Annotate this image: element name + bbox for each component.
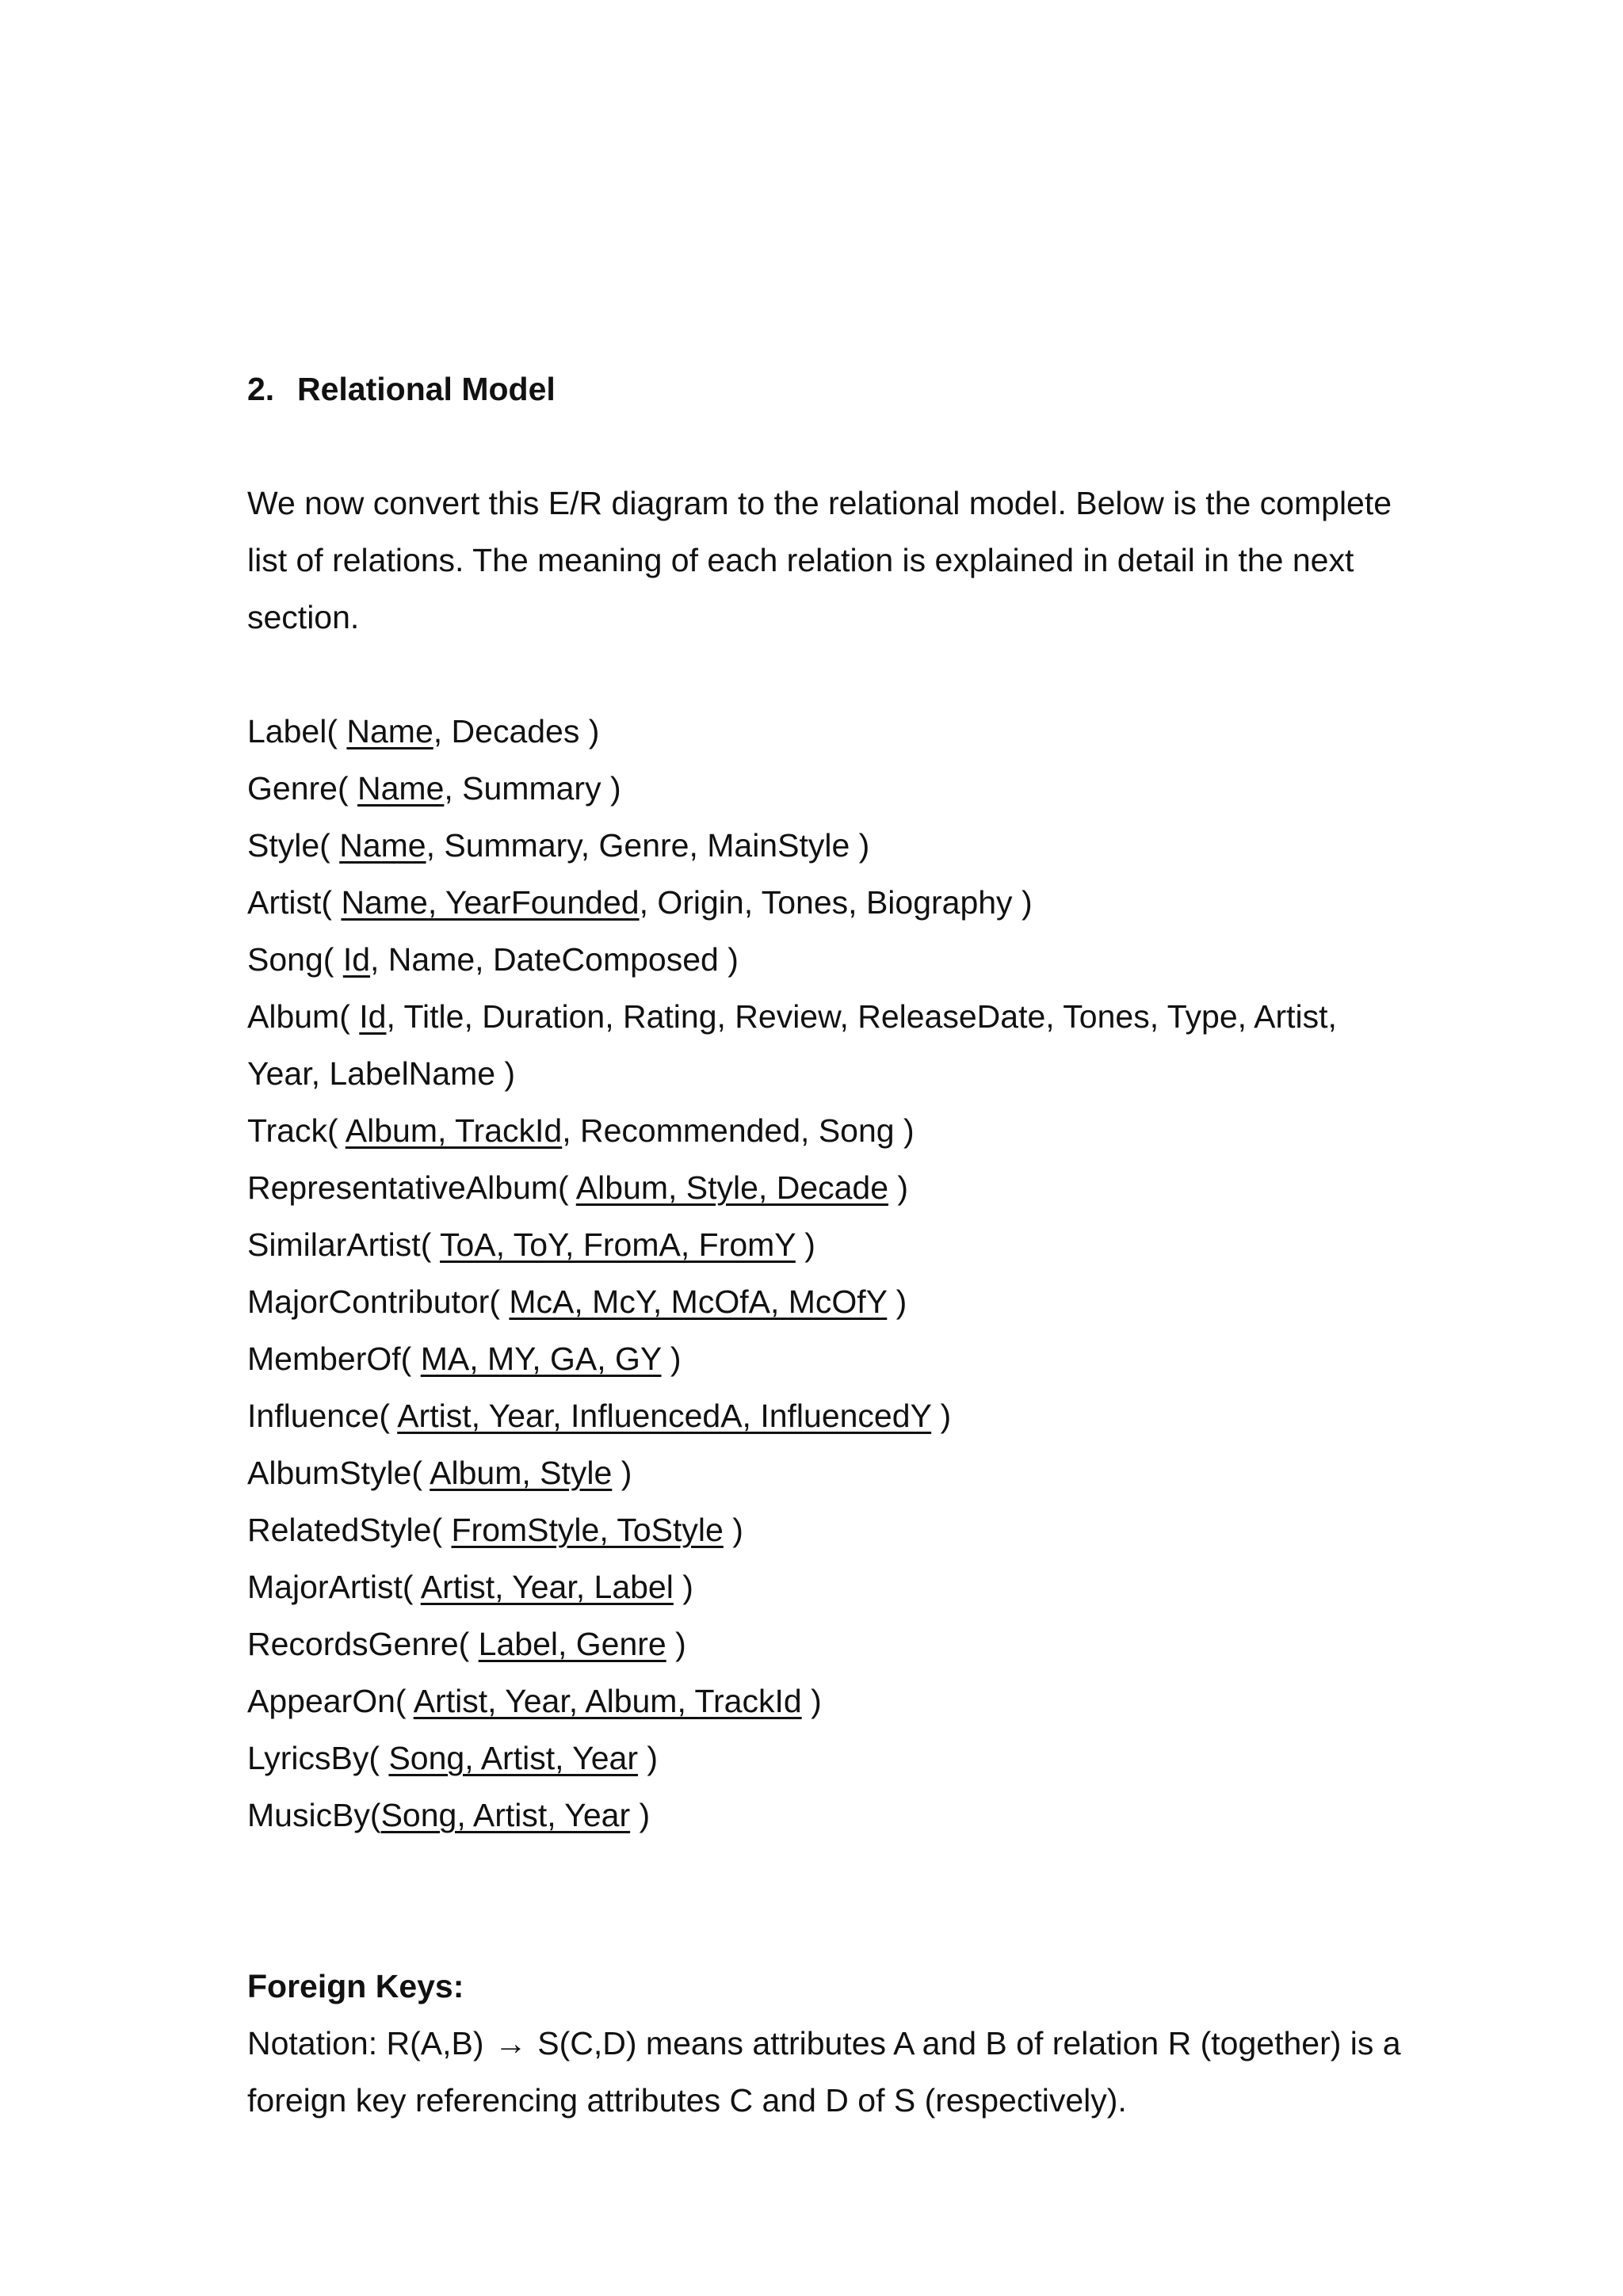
relation-representativealbum bbox=[247, 1159, 1452, 1216]
right-arrow-icon: → bbox=[494, 2025, 527, 2061]
relation-attributes: , Decades ) bbox=[433, 713, 600, 749]
open-paren: ( bbox=[369, 1740, 389, 1776]
open-paren: ( bbox=[339, 998, 360, 1035]
relation-label bbox=[247, 703, 1452, 760]
primary-key: Artist, Year, Album, TrackId bbox=[413, 1683, 802, 1719]
relation-name: RecordsGenre bbox=[247, 1626, 459, 1662]
relation-name: RepresentativeAlbum bbox=[247, 1169, 558, 1206]
relation-name: Song bbox=[247, 941, 323, 978]
primary-key: Label, Genre bbox=[478, 1626, 666, 1662]
relation-name: Album bbox=[247, 998, 340, 1035]
relation-relatedstyle bbox=[247, 1501, 1452, 1558]
notation-text: S(C,D) means attributes A and B of relation R (together) is a bbox=[528, 2025, 1401, 2061]
relation-name: Genre bbox=[247, 770, 338, 807]
open-paren: ( bbox=[323, 941, 343, 978]
relation-attributes: Year, LabelName ) bbox=[247, 1055, 516, 1092]
open-paren: ( bbox=[369, 1797, 381, 1833]
relation-attributes: , Summary, Genre, MainStyle ) bbox=[426, 827, 870, 864]
primary-key: Name bbox=[357, 770, 445, 807]
relation-attributes: , Recommended, Song ) bbox=[562, 1112, 915, 1149]
relation-similarartist bbox=[247, 1216, 1452, 1273]
relation-name: Label bbox=[247, 713, 327, 749]
intro-line: section. bbox=[247, 599, 360, 635]
relation-name: AppearOn bbox=[247, 1683, 395, 1719]
primary-key: Album, Style bbox=[430, 1455, 613, 1491]
open-paren: ( bbox=[379, 1398, 398, 1434]
primary-key: ToA, ToY, FromA, FromY bbox=[440, 1226, 796, 1263]
open-paren: ( bbox=[321, 884, 342, 921]
relation-style bbox=[247, 817, 1452, 874]
relation-name: AlbumStyle bbox=[247, 1455, 412, 1491]
relation-lyricsby bbox=[247, 1730, 1452, 1787]
open-paren: ( bbox=[327, 1112, 346, 1149]
primary-key: Song, Artist, Year bbox=[380, 1797, 631, 1833]
notation-paragraph bbox=[247, 2015, 1452, 2129]
relation-musicby bbox=[247, 1787, 1452, 1844]
relation-attributes: ) bbox=[673, 1569, 693, 1605]
notation-prefix: Notation: R(A,B) bbox=[247, 2025, 493, 2061]
relation-track bbox=[247, 1102, 1452, 1159]
open-paren: ( bbox=[420, 1226, 440, 1263]
relation-attributes: , Origin, Tones, Biography ) bbox=[639, 884, 1033, 921]
relation-artist bbox=[247, 874, 1452, 931]
relation-attributes: ) bbox=[888, 1169, 909, 1206]
relation-attributes: ) bbox=[931, 1398, 952, 1434]
notation-line bbox=[247, 2015, 1452, 2072]
relation-attributes: ) bbox=[630, 1797, 651, 1833]
relation-name: Influence bbox=[247, 1398, 380, 1434]
open-paren: ( bbox=[337, 770, 357, 807]
relation-attributes: ) bbox=[666, 1626, 686, 1662]
open-paren: ( bbox=[411, 1455, 430, 1491]
relation-name: Style bbox=[247, 827, 320, 864]
primary-key: Name bbox=[346, 713, 433, 749]
relation-attributes: ) bbox=[887, 1283, 907, 1320]
relation-attributes: , Summary ) bbox=[444, 770, 621, 807]
notation-line: foreign key referencing attributes C and D of S (respectively). bbox=[247, 2082, 1127, 2119]
relation-attributes: ) bbox=[723, 1512, 743, 1548]
primary-key: Id bbox=[359, 998, 387, 1035]
primary-key: Album, Style, Decade bbox=[575, 1169, 889, 1206]
relation-name: MajorContributor bbox=[247, 1283, 490, 1320]
primary-key: Id bbox=[342, 941, 371, 978]
relation-album bbox=[247, 988, 1452, 1045]
relation-albumstyle bbox=[247, 1444, 1452, 1501]
relation-appearon bbox=[247, 1672, 1452, 1730]
relation-name: Artist bbox=[247, 884, 322, 921]
open-paren: ( bbox=[402, 1569, 421, 1605]
open-paren: ( bbox=[327, 713, 347, 749]
relation-attributes: ) bbox=[801, 1683, 822, 1719]
foreign-keys-heading: Foreign Keys: bbox=[247, 1968, 464, 2004]
relation-continuation bbox=[247, 1045, 1452, 1102]
section-title: Relational Model bbox=[297, 371, 556, 407]
relation-name: RelatedStyle bbox=[247, 1512, 432, 1548]
relation-majorcontributor bbox=[247, 1273, 1452, 1330]
primary-key: Name, YearFounded bbox=[341, 884, 640, 921]
relation-memberof bbox=[247, 1330, 1452, 1387]
relation-recordsgenre bbox=[247, 1615, 1452, 1672]
relation-attributes: ) bbox=[795, 1226, 815, 1263]
primary-key: MA, MY, GA, GY bbox=[420, 1341, 662, 1377]
primary-key: Artist, Year, Label bbox=[420, 1569, 674, 1605]
relation-song bbox=[247, 931, 1452, 988]
intro-paragraph bbox=[247, 475, 1452, 646]
relation-attributes: ) bbox=[612, 1455, 632, 1491]
relation-attributes: ) bbox=[637, 1740, 659, 1776]
intro-line: We now convert this E/R diagram to the relational model. Below is the complete bbox=[247, 485, 1392, 521]
relation-name: SimilarArtist bbox=[247, 1226, 421, 1263]
open-paren: ( bbox=[458, 1626, 479, 1662]
relation-name: MajorArtist bbox=[247, 1569, 403, 1605]
intro-line: list of relations. The meaning of each relation is explained in detail in the next bbox=[247, 542, 1354, 578]
relations-list bbox=[247, 703, 1452, 1844]
relation-name: LyricsBy bbox=[247, 1740, 369, 1776]
section-number: 2. bbox=[247, 371, 275, 407]
relation-influence bbox=[247, 1387, 1452, 1444]
section-heading bbox=[247, 360, 1452, 418]
relation-attributes: , Name, DateComposed ) bbox=[370, 941, 739, 978]
open-paren: ( bbox=[557, 1169, 576, 1206]
primary-key: Name bbox=[339, 827, 426, 864]
relation-name: Track bbox=[247, 1112, 327, 1149]
open-paren: ( bbox=[489, 1283, 510, 1320]
relation-name: MemberOf bbox=[247, 1341, 401, 1377]
primary-key: FromStyle, ToStyle bbox=[451, 1512, 724, 1548]
open-paren: ( bbox=[319, 827, 340, 864]
primary-key: McA, McY, McOfA, McOfY bbox=[509, 1283, 888, 1320]
primary-key: Artist, Year, InfluencedA, InfluencedY bbox=[397, 1398, 932, 1434]
primary-key: Song, Artist, Year bbox=[388, 1740, 638, 1776]
open-paren: ( bbox=[431, 1512, 452, 1548]
relation-majorartist bbox=[247, 1558, 1452, 1615]
relation-attributes: , Title, Duration, Rating, Review, ReleaseDate, Tones, Type, Artist, bbox=[386, 998, 1337, 1035]
relation-attributes: ) bbox=[661, 1341, 682, 1377]
relation-name: MusicBy bbox=[247, 1797, 370, 1833]
primary-key: Album, TrackId bbox=[345, 1112, 563, 1149]
document-page bbox=[247, 360, 1452, 2129]
relation-genre bbox=[247, 760, 1452, 817]
open-paren: ( bbox=[400, 1341, 421, 1377]
open-paren: ( bbox=[395, 1683, 414, 1719]
